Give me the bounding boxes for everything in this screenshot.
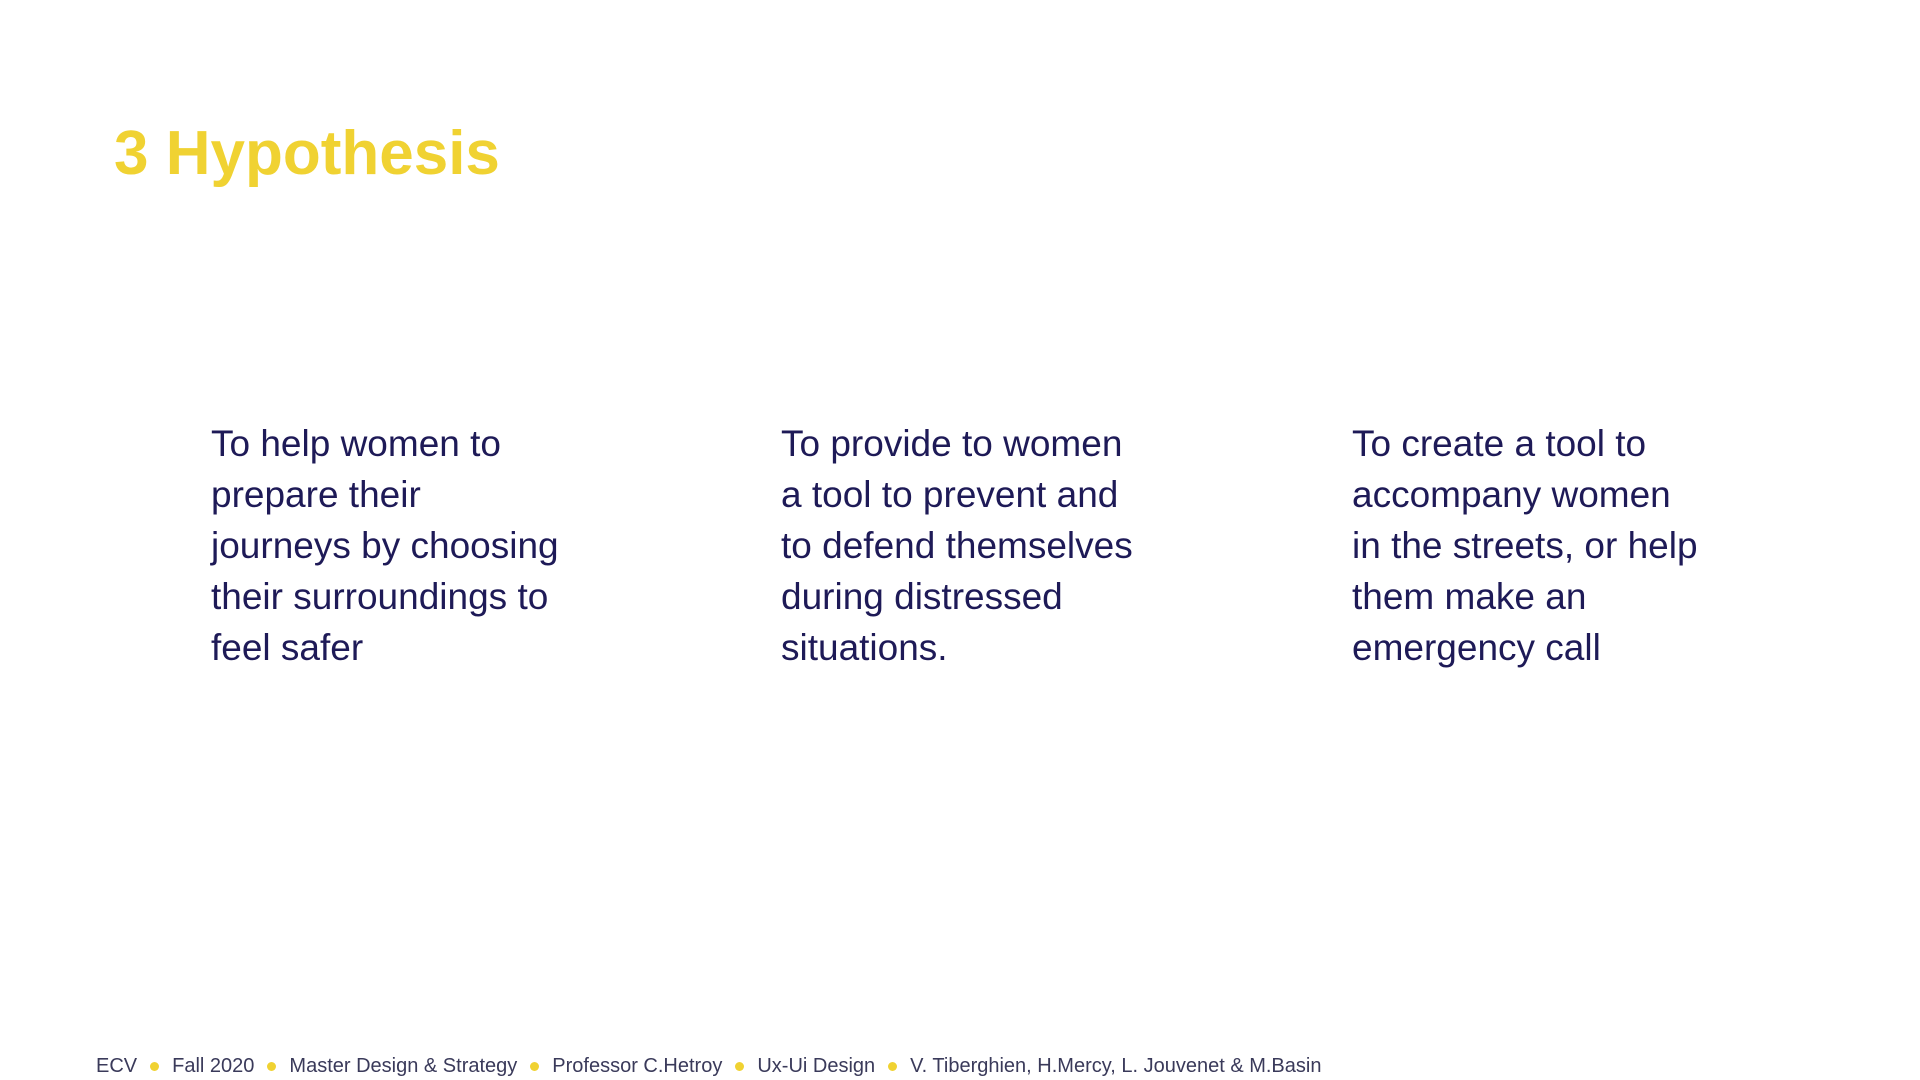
footer-program: Master Design & Strategy <box>289 1055 518 1077</box>
bullet-dot-icon <box>888 1062 897 1071</box>
slide-footer <box>96 1053 1321 1079</box>
hypothesis-3: To create a tool to accompany women in the streets, or help them make an emergency call <box>1352 423 1698 668</box>
slide-title: 3 Hypothesis <box>114 119 500 188</box>
hypothesis-2: To provide to women a tool to prevent and to defend themselves during distressed situations. <box>781 423 1133 668</box>
footer-term: Fall 2020 <box>172 1055 255 1077</box>
bullet-dot-icon <box>267 1062 276 1071</box>
footer-school: ECV <box>96 1055 138 1077</box>
bullet-dot-icon <box>150 1062 159 1071</box>
hypothesis-1: To help women to prepare their journeys by choosing their surroundings to feel safer <box>211 423 559 668</box>
footer-professor: Professor C.Hetroy <box>552 1055 723 1077</box>
footer-course: Ux-Ui Design <box>757 1055 876 1077</box>
footer-authors: V. Tiberghien, H.Mercy, L. Jouvenet & M.Basin <box>910 1055 1322 1077</box>
bullet-dot-icon <box>530 1062 539 1071</box>
bullet-dot-icon <box>735 1062 744 1071</box>
